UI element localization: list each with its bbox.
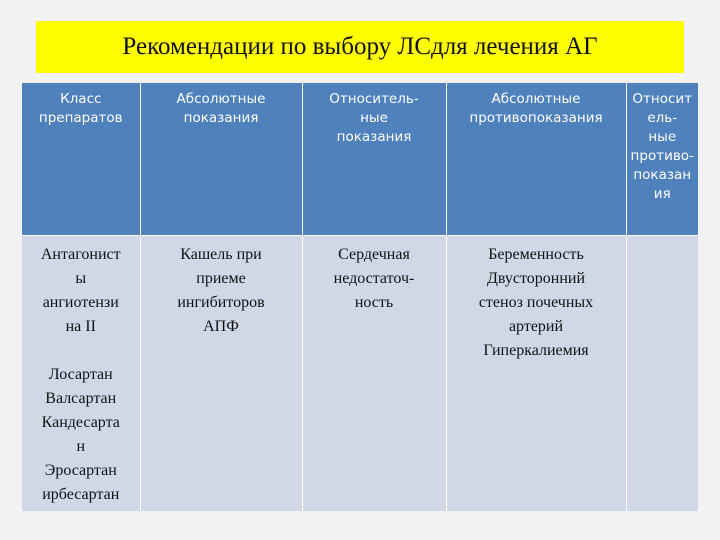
cell-absolute-contraindications: Беременность Двусторонний стеноз почечных артерий Гиперкалиемия <box>446 235 626 511</box>
slide-title <box>36 21 684 73</box>
table-row <box>22 235 698 511</box>
drug-class-name: Антагонист ы ангиотензи на II <box>40 245 121 335</box>
recommendations-table <box>22 83 698 511</box>
drug-list: Лосартан Валсартан Кандесарта н Эросартан ирбесартан <box>41 365 120 503</box>
header-drug-class: Класс препаратов <box>22 83 140 235</box>
header-absolute-contraindications: Абсолютные противопоказания <box>446 83 626 235</box>
header-relative-contraindications: Относит ель- ные противо- показан ия <box>626 83 698 235</box>
cell-drug-class <box>22 235 140 511</box>
cell-relative-contraindications <box>626 235 698 511</box>
cell-relative-indications: Сердечная недостаточ- ность <box>302 235 446 511</box>
slide-title-text: Рекомендации по выбору ЛСдля лечения АГ <box>122 33 598 60</box>
cell-absolute-indications: Кашель при приеме ингибиторов АПФ <box>140 235 302 511</box>
table-header-row <box>22 83 698 235</box>
header-absolute-indications: Абсолютные показания <box>140 83 302 235</box>
header-relative-indications: Относитель- ные показания <box>302 83 446 235</box>
